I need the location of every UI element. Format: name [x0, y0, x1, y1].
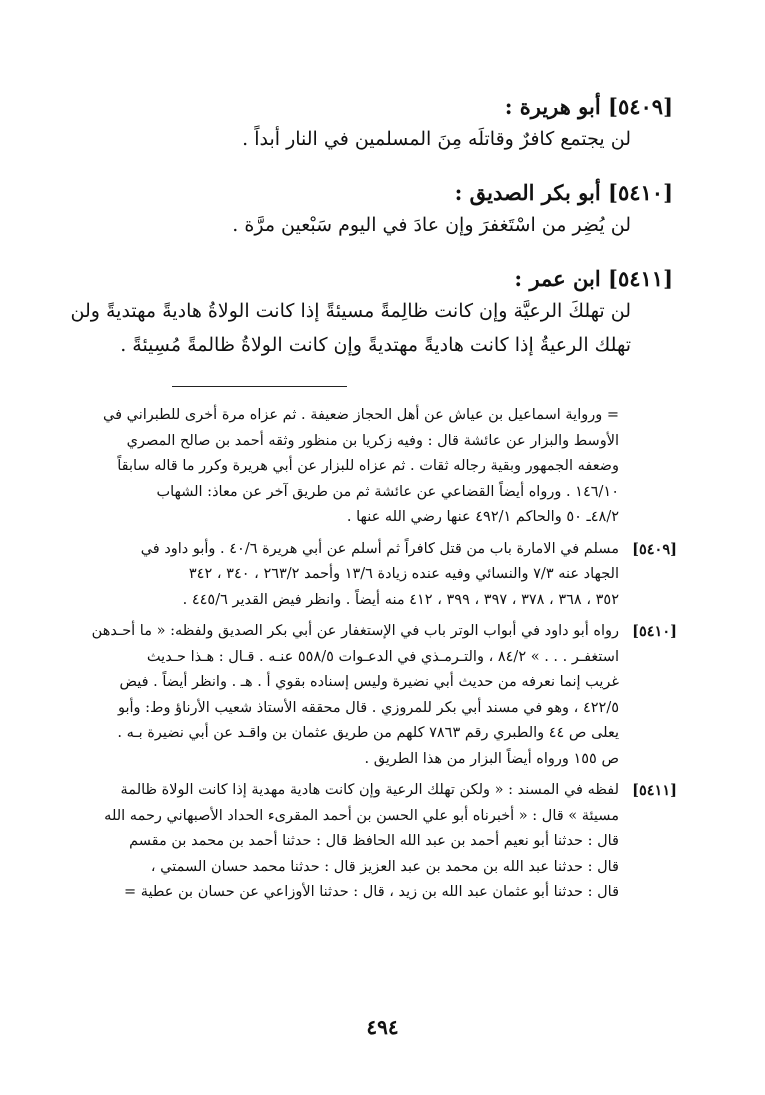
footnote — [52, 778, 677, 906]
footnote-divider — [172, 386, 347, 387]
footnote-line: قال : حدثنا أبو نعيم أحمد بن عبد الله الحافظ قال : حدثنا أحمد بن محمد بن مقسم — [129, 833, 619, 849]
footnote-text — [52, 619, 619, 772]
footnote-text — [52, 537, 619, 614]
footnote-line: قال : حدثنا عبد الله بن محمد بن عبد العزيز قال : حدثنا محمد حسان السمتي ، — [150, 858, 619, 875]
footnote — [52, 619, 677, 772]
footnote-line: ٤٨/٢ـ ٥٠ والحاكم ٤٩٢/١ عنها رضي الله عنها . — [346, 509, 619, 525]
entry-heading — [83, 178, 673, 208]
entry-text-line: لن يجتمع كافرٌ وقاتلَه مِنَ المسلمين في النار أبداً . — [242, 128, 631, 150]
hadith-entry — [83, 92, 673, 156]
footnote-line: ١٤٦/١٠ . ورواه أيضاً القضاعي عن عائشة ثم من طريق آخر عن معاذ: الشهاب — [156, 483, 619, 500]
entry-text-line: تهلك الرعيةُ إذا كانت هاديةً مهتديةً وإن كانت الولاةُ ظالمةً مُسِيئةً . — [120, 334, 631, 356]
footnote-line: = ورواية اسماعيل بن عياش عن أهل الحجاز ضعيفة . ثم عزاه مرة أخرى للطبراني في — [103, 407, 619, 423]
entry-heading — [83, 92, 673, 122]
hadith-entry — [83, 178, 673, 242]
entry-number: [٥٤٠٩] — [608, 94, 673, 119]
footnote-continuation — [52, 403, 677, 531]
footnote-line: يعلى ص ٤٤ والطبري رقم ٧٨٦٣ كلهم من طريق عثمان بن واقـد عن أبي نضيرة بـه . — [117, 725, 619, 741]
footnote-line: ٤٢٢/٥ ، وهو في مسند أبي بكر للمروزي . قال محققه الأستاذ شعيب الأرناؤ وط: وأبو — [118, 699, 619, 716]
entry-number: [٥٤١٠] — [608, 180, 673, 205]
footnote-line: لفظه في المسند : « ولكن تهلك الرعية وإن كانت هادية مهدية إذا كانت الولاة ظالمة — [120, 782, 619, 798]
footnote-text — [52, 778, 619, 906]
footnote-line: ص ١٥٥ ورواه أيضاً البزار من هذا الطريق . — [364, 750, 619, 767]
footnote-line: غريب إنما نعرفه من حديث أبي نضيرة وليس إسناده بقوي أ . هـ . وانظر أيضاً . فيض — [119, 674, 619, 690]
entry-text-line: لن تهلكَ الرعيَّة وإن كانت ظالِمةً مسيئةً إذا كانت الولاةُ هاديةً مهتديةً ولن — [70, 300, 631, 322]
footnote-number: [٥٤١١] — [632, 782, 677, 799]
footnote-line: استغفـر . . . » ٨٤/٢ ، والتـرمـذي في الدعـوات ٥٥٨/٥ عنـه . قـال : هـذا حـديث — [146, 648, 619, 665]
footnote-line: قال : حدثنا أبو عثمان عبد الله بن زيد ، قال : حدثنا الأوزاعي عن حسان بن عطية = — [123, 884, 619, 900]
footnote-number: [٥٤٠٩] — [632, 540, 677, 558]
footnote-line: الأوسط والبزار عن عائشة قال : وفيه زكريا بن منظور وثقه أحمد بن صالح المصري — [126, 432, 619, 449]
entry-narrator: أبو بكر الصديق : — [454, 180, 601, 205]
footnote-line: ٣٥٢ ، ٣٦٨ ، ٣٧٨ ، ٣٩٧ ، ٣٩٩ ، ٤١٢ منه أيضاً . وانظر فيض القدير ٤٤٥/٦ . — [182, 591, 619, 608]
footnote-line: مسلم في الامارة باب من قتل كافراً ثم أسلم عن أبي هريرة ٤٠/٦ . وأبو داود في — [140, 540, 619, 557]
entry-number: [٥٤١١] — [608, 266, 673, 291]
footnote-line: مسيئة » قال : « أخبرناه أبو علي الحسن بن أحمد المقرىء الحداد الأصبهاني رحمه الله — [104, 807, 619, 824]
footnote-number — [619, 403, 677, 531]
footnote — [52, 537, 677, 614]
entry-narrator: ابن عمر : — [514, 266, 601, 291]
footnote-line: رواه أبو داود في أبواب الوتر باب في الإستغفار عن أبي بكر الصديق ولفظه: « ما أحـدهن — [91, 623, 619, 639]
footnote-line: وضعفه الجمهور وبقية رجاله ثقات . ثم عزاه للبزار عن أبي هريرة وكرر ما قاله سابقاً — [117, 458, 619, 474]
footnote-text — [52, 403, 619, 531]
entry-narrator: أبو هريرة : — [504, 94, 601, 119]
footnotes — [52, 403, 677, 906]
footnote-number: [٥٤١٠] — [632, 623, 677, 640]
page-number: ٤٩٤ — [366, 1015, 399, 1039]
hadith-entry — [70, 264, 673, 362]
entry-heading — [83, 264, 673, 294]
entry-text-line: لن يُضِر من اسْتَغفرَ وإن عادَ في اليوم سَبْعين مرَّة . — [232, 214, 631, 236]
footnote-line: الجهاد عنه ٧/٣ والنسائي وفيه عنده زيادة ١٣/٦ وأحمد ٢٦٣/٢ ، ٣٤٠ ، ٣٤٢ — [188, 566, 619, 582]
